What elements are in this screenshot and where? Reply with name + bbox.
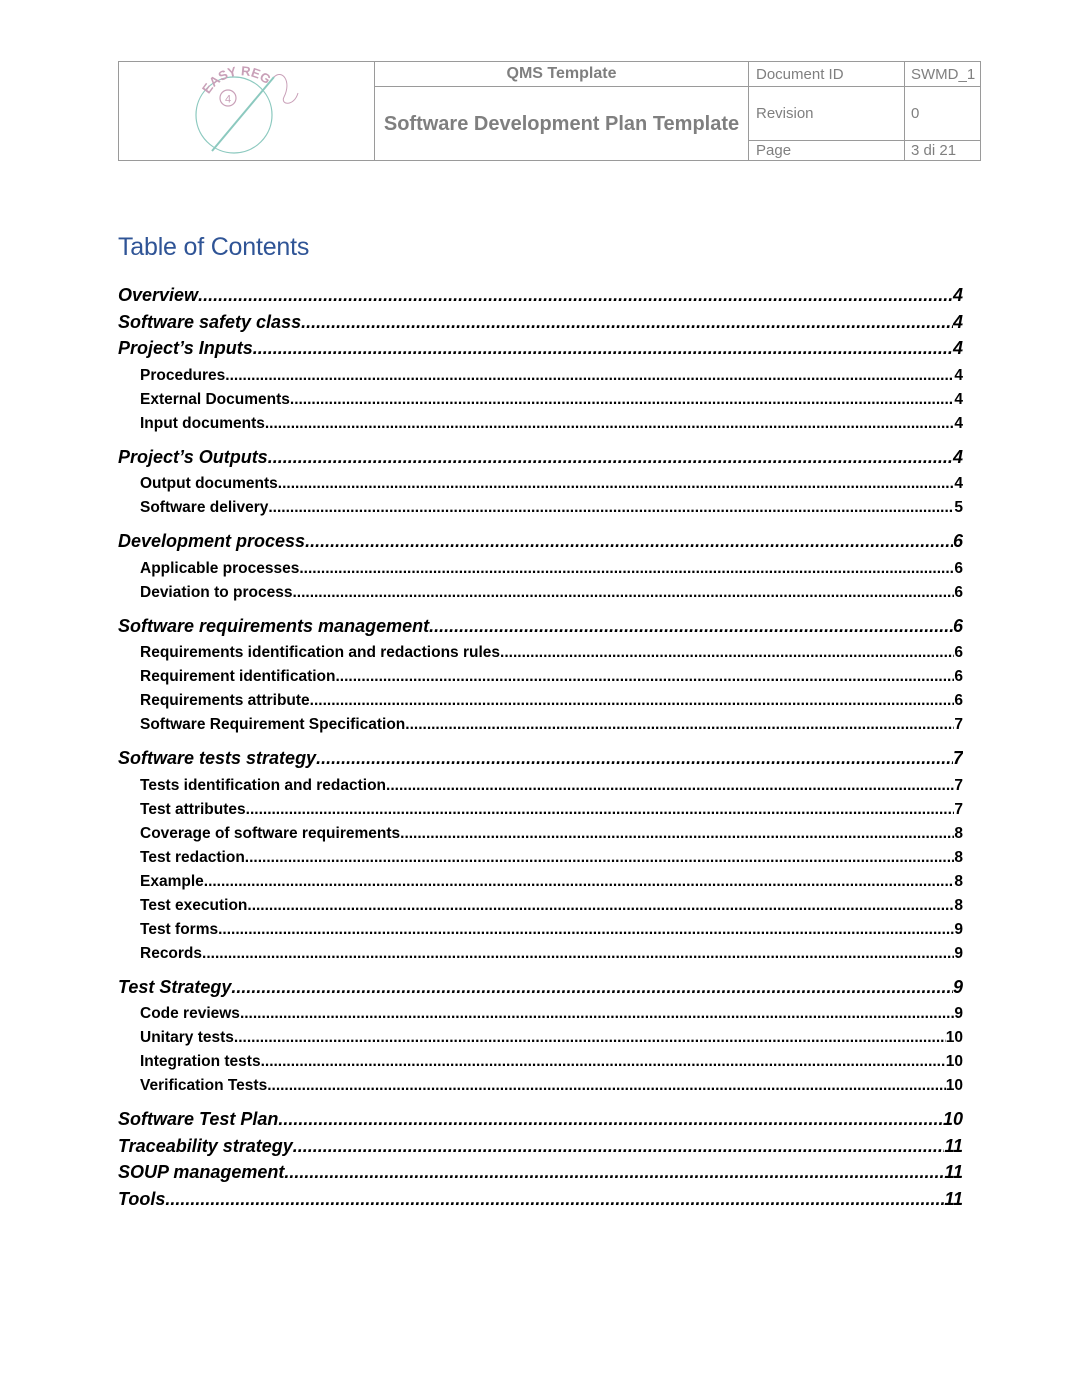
field-value-document-id: SWMD_1 (905, 62, 981, 87)
toc-entry[interactable] (118, 894, 963, 918)
toc-entry-title: Procedures (140, 364, 225, 388)
toc-leader-dots (500, 641, 954, 665)
toc-entry-title: Integration tests (140, 1050, 261, 1074)
table-of-contents (118, 282, 963, 1212)
toc-entry-page: 4 (953, 282, 963, 309)
toc-entry-title: Input documents (140, 412, 265, 436)
toc-entry-page: 4 (953, 335, 963, 362)
toc-leader-dots (400, 822, 954, 846)
toc-entry[interactable] (118, 1002, 963, 1026)
toc-entry-page: 7 (954, 774, 963, 798)
toc-leader-dots (305, 528, 953, 555)
toc-entry-page: 10 (946, 1026, 963, 1050)
toc-entry[interactable] (118, 1106, 963, 1133)
toc-entry[interactable] (118, 942, 963, 966)
category-label: QMS Template (506, 65, 617, 82)
toc-entry-page: 4 (953, 444, 963, 471)
toc-entry-page: 6 (953, 613, 963, 640)
toc-entry[interactable] (118, 1133, 963, 1160)
toc-entry-title: Example (140, 870, 204, 894)
toc-entry[interactable] (118, 412, 963, 436)
toc-entry[interactable] (118, 1186, 963, 1213)
document-title: Software Development Plan Template (383, 112, 740, 135)
toc-leader-dots (284, 1159, 944, 1186)
toc-entry-title: Requirements identification and redactions rules (140, 641, 500, 665)
toc-entry[interactable] (118, 870, 963, 894)
toc-entry-title: Development process (118, 528, 305, 555)
toc-entry-page: 7 (954, 798, 963, 822)
toc-entry[interactable] (118, 822, 963, 846)
toc-leader-dots (405, 713, 954, 737)
toc-leader-dots (234, 1026, 946, 1050)
toc-leader-dots (265, 412, 955, 436)
toc-leader-dots (225, 364, 954, 388)
toc-entry-page: 10 (943, 1106, 963, 1133)
toc-entry-title: Software tests strategy (118, 745, 316, 772)
toc-entry-page: 7 (953, 745, 963, 772)
toc-entry-page: 4 (954, 412, 963, 436)
toc-heading: Table of Contents (118, 233, 310, 261)
toc-entry-page: 8 (954, 870, 963, 894)
field-label-document-id: Document ID (749, 62, 905, 87)
toc-entry-page: 4 (954, 364, 963, 388)
toc-leader-dots (336, 665, 955, 689)
toc-leader-dots (165, 1186, 944, 1213)
toc-entry-title: Unitary tests (140, 1026, 234, 1050)
toc-entry[interactable] (118, 528, 963, 555)
toc-entry[interactable] (118, 1050, 963, 1074)
logo-number: 4 (224, 93, 231, 106)
toc-leader-dots (202, 942, 954, 966)
category-cell (375, 62, 749, 87)
field-value-revision: 0 (905, 87, 981, 141)
toc-entry-title: Requirements attribute (140, 689, 310, 713)
toc-entry[interactable] (118, 641, 963, 665)
toc-leader-dots (292, 581, 954, 605)
toc-entry-page: 6 (954, 641, 963, 665)
toc-entry-title: Project’s Inputs (118, 335, 253, 362)
toc-entry[interactable] (118, 388, 963, 412)
toc-entry[interactable] (118, 282, 963, 309)
toc-entry-page: 9 (953, 974, 963, 1001)
toc-entry[interactable] (118, 1074, 963, 1098)
document-header (118, 61, 981, 161)
toc-entry[interactable] (118, 613, 963, 640)
toc-leader-dots (290, 388, 954, 412)
toc-leader-dots (278, 472, 955, 496)
toc-entry-page: 9 (954, 918, 963, 942)
toc-entry-title: Test execution (140, 894, 247, 918)
toc-entry-page: 7 (954, 713, 963, 737)
toc-entry-page: 4 (954, 388, 963, 412)
toc-entry[interactable] (118, 496, 963, 520)
toc-leader-dots (268, 496, 954, 520)
toc-entry[interactable] (118, 309, 963, 336)
toc-entry[interactable] (118, 846, 963, 870)
toc-entry-page: 5 (954, 496, 963, 520)
toc-entry-title: Code reviews (140, 1002, 240, 1026)
toc-entry-title: Project’s Outputs (118, 444, 268, 471)
toc-leader-dots (198, 282, 953, 309)
toc-entry-page: 9 (954, 1002, 963, 1026)
toc-entry[interactable] (118, 745, 963, 772)
toc-entry-title: Deviation to process (140, 581, 292, 605)
toc-entry-title: Test Strategy (118, 974, 231, 1001)
toc-entry-title: Overview (118, 282, 198, 309)
toc-leader-dots (301, 309, 953, 336)
toc-entry-title: Software requirements management (118, 613, 429, 640)
toc-leader-dots (253, 335, 953, 362)
toc-leader-dots (231, 974, 953, 1001)
toc-leader-dots (218, 918, 954, 942)
toc-entry[interactable] (118, 665, 963, 689)
toc-entry-title: Software delivery (140, 496, 268, 520)
toc-entry-title: Records (140, 942, 202, 966)
toc-entry-page: 11 (944, 1159, 963, 1186)
toc-entry-title: Test attributes (140, 798, 246, 822)
toc-entry-title: Traceability strategy (118, 1133, 293, 1160)
toc-entry-title: Verification Tests (140, 1074, 267, 1098)
toc-entry-page: 8 (954, 822, 963, 846)
toc-entry-page: 9 (954, 942, 963, 966)
toc-leader-dots (247, 894, 954, 918)
toc-leader-dots (204, 870, 955, 894)
toc-entry-title: External Documents (140, 388, 290, 412)
toc-leader-dots (268, 444, 953, 471)
toc-entry-title: Output documents (140, 472, 278, 496)
toc-entry[interactable] (118, 1026, 963, 1050)
toc-entry-title: Tests identification and redaction (140, 774, 386, 798)
toc-entry-page: 10 (946, 1050, 963, 1074)
toc-leader-dots (429, 613, 953, 640)
toc-entry[interactable] (118, 774, 963, 798)
toc-entry-page: 6 (954, 557, 963, 581)
toc-leader-dots (278, 1106, 943, 1133)
toc-entry[interactable] (118, 1159, 963, 1186)
toc-entry-page: 8 (954, 846, 963, 870)
toc-entry[interactable] (118, 335, 963, 362)
toc-entry-page: 6 (954, 581, 963, 605)
toc-entry-title: Software safety class (118, 309, 301, 336)
toc-entry-page: 6 (954, 689, 963, 713)
toc-leader-dots (310, 689, 955, 713)
toc-leader-dots (267, 1074, 946, 1098)
toc-leader-dots (299, 557, 954, 581)
logo-text: EASY REG (198, 63, 274, 97)
toc-entry[interactable] (118, 974, 963, 1001)
toc-entry[interactable] (118, 581, 963, 605)
toc-entry[interactable] (118, 798, 963, 822)
toc-entry-page: 11 (944, 1133, 963, 1160)
toc-entry-page: 6 (954, 665, 963, 689)
toc-entry-title: Applicable processes (140, 557, 299, 581)
toc-entry-title: Tools (118, 1186, 165, 1213)
toc-leader-dots (245, 846, 955, 870)
toc-leader-dots (261, 1050, 946, 1074)
toc-leader-dots (246, 798, 955, 822)
toc-entry-title: Software Requirement Specification (140, 713, 405, 737)
toc-entry[interactable] (118, 472, 963, 496)
toc-entry-page: 4 (954, 472, 963, 496)
toc-entry-page: 8 (954, 894, 963, 918)
toc-entry[interactable] (118, 557, 963, 581)
toc-entry[interactable] (118, 444, 963, 471)
toc-leader-dots (293, 1133, 945, 1160)
field-label-revision: Revision (749, 87, 905, 141)
toc-entry[interactable] (118, 364, 963, 388)
title-cell (375, 87, 749, 161)
toc-leader-dots (316, 745, 953, 772)
toc-entry-page: 11 (944, 1186, 963, 1213)
toc-entry-title: SOUP management (118, 1159, 284, 1186)
toc-entry-page: 6 (953, 528, 963, 555)
toc-entry-title: Software Test Plan (118, 1106, 278, 1133)
toc-entry-title: Test redaction (140, 846, 245, 870)
toc-entry-title: Test forms (140, 918, 218, 942)
field-label-page: Page (749, 141, 905, 161)
toc-leader-dots (386, 774, 954, 798)
toc-entry-page: 10 (946, 1074, 963, 1098)
toc-entry[interactable] (118, 918, 963, 942)
easy-reg-logo (182, 63, 312, 159)
logo-cell (119, 62, 375, 161)
toc-leader-dots (240, 1002, 954, 1026)
toc-entry-page: 4 (953, 309, 963, 336)
toc-entry[interactable] (118, 713, 963, 737)
toc-entry-title: Requirement identification (140, 665, 336, 689)
toc-entry-title: Coverage of software requirements (140, 822, 400, 846)
field-value-page: 3 di 21 (905, 141, 981, 161)
toc-entry[interactable] (118, 689, 963, 713)
